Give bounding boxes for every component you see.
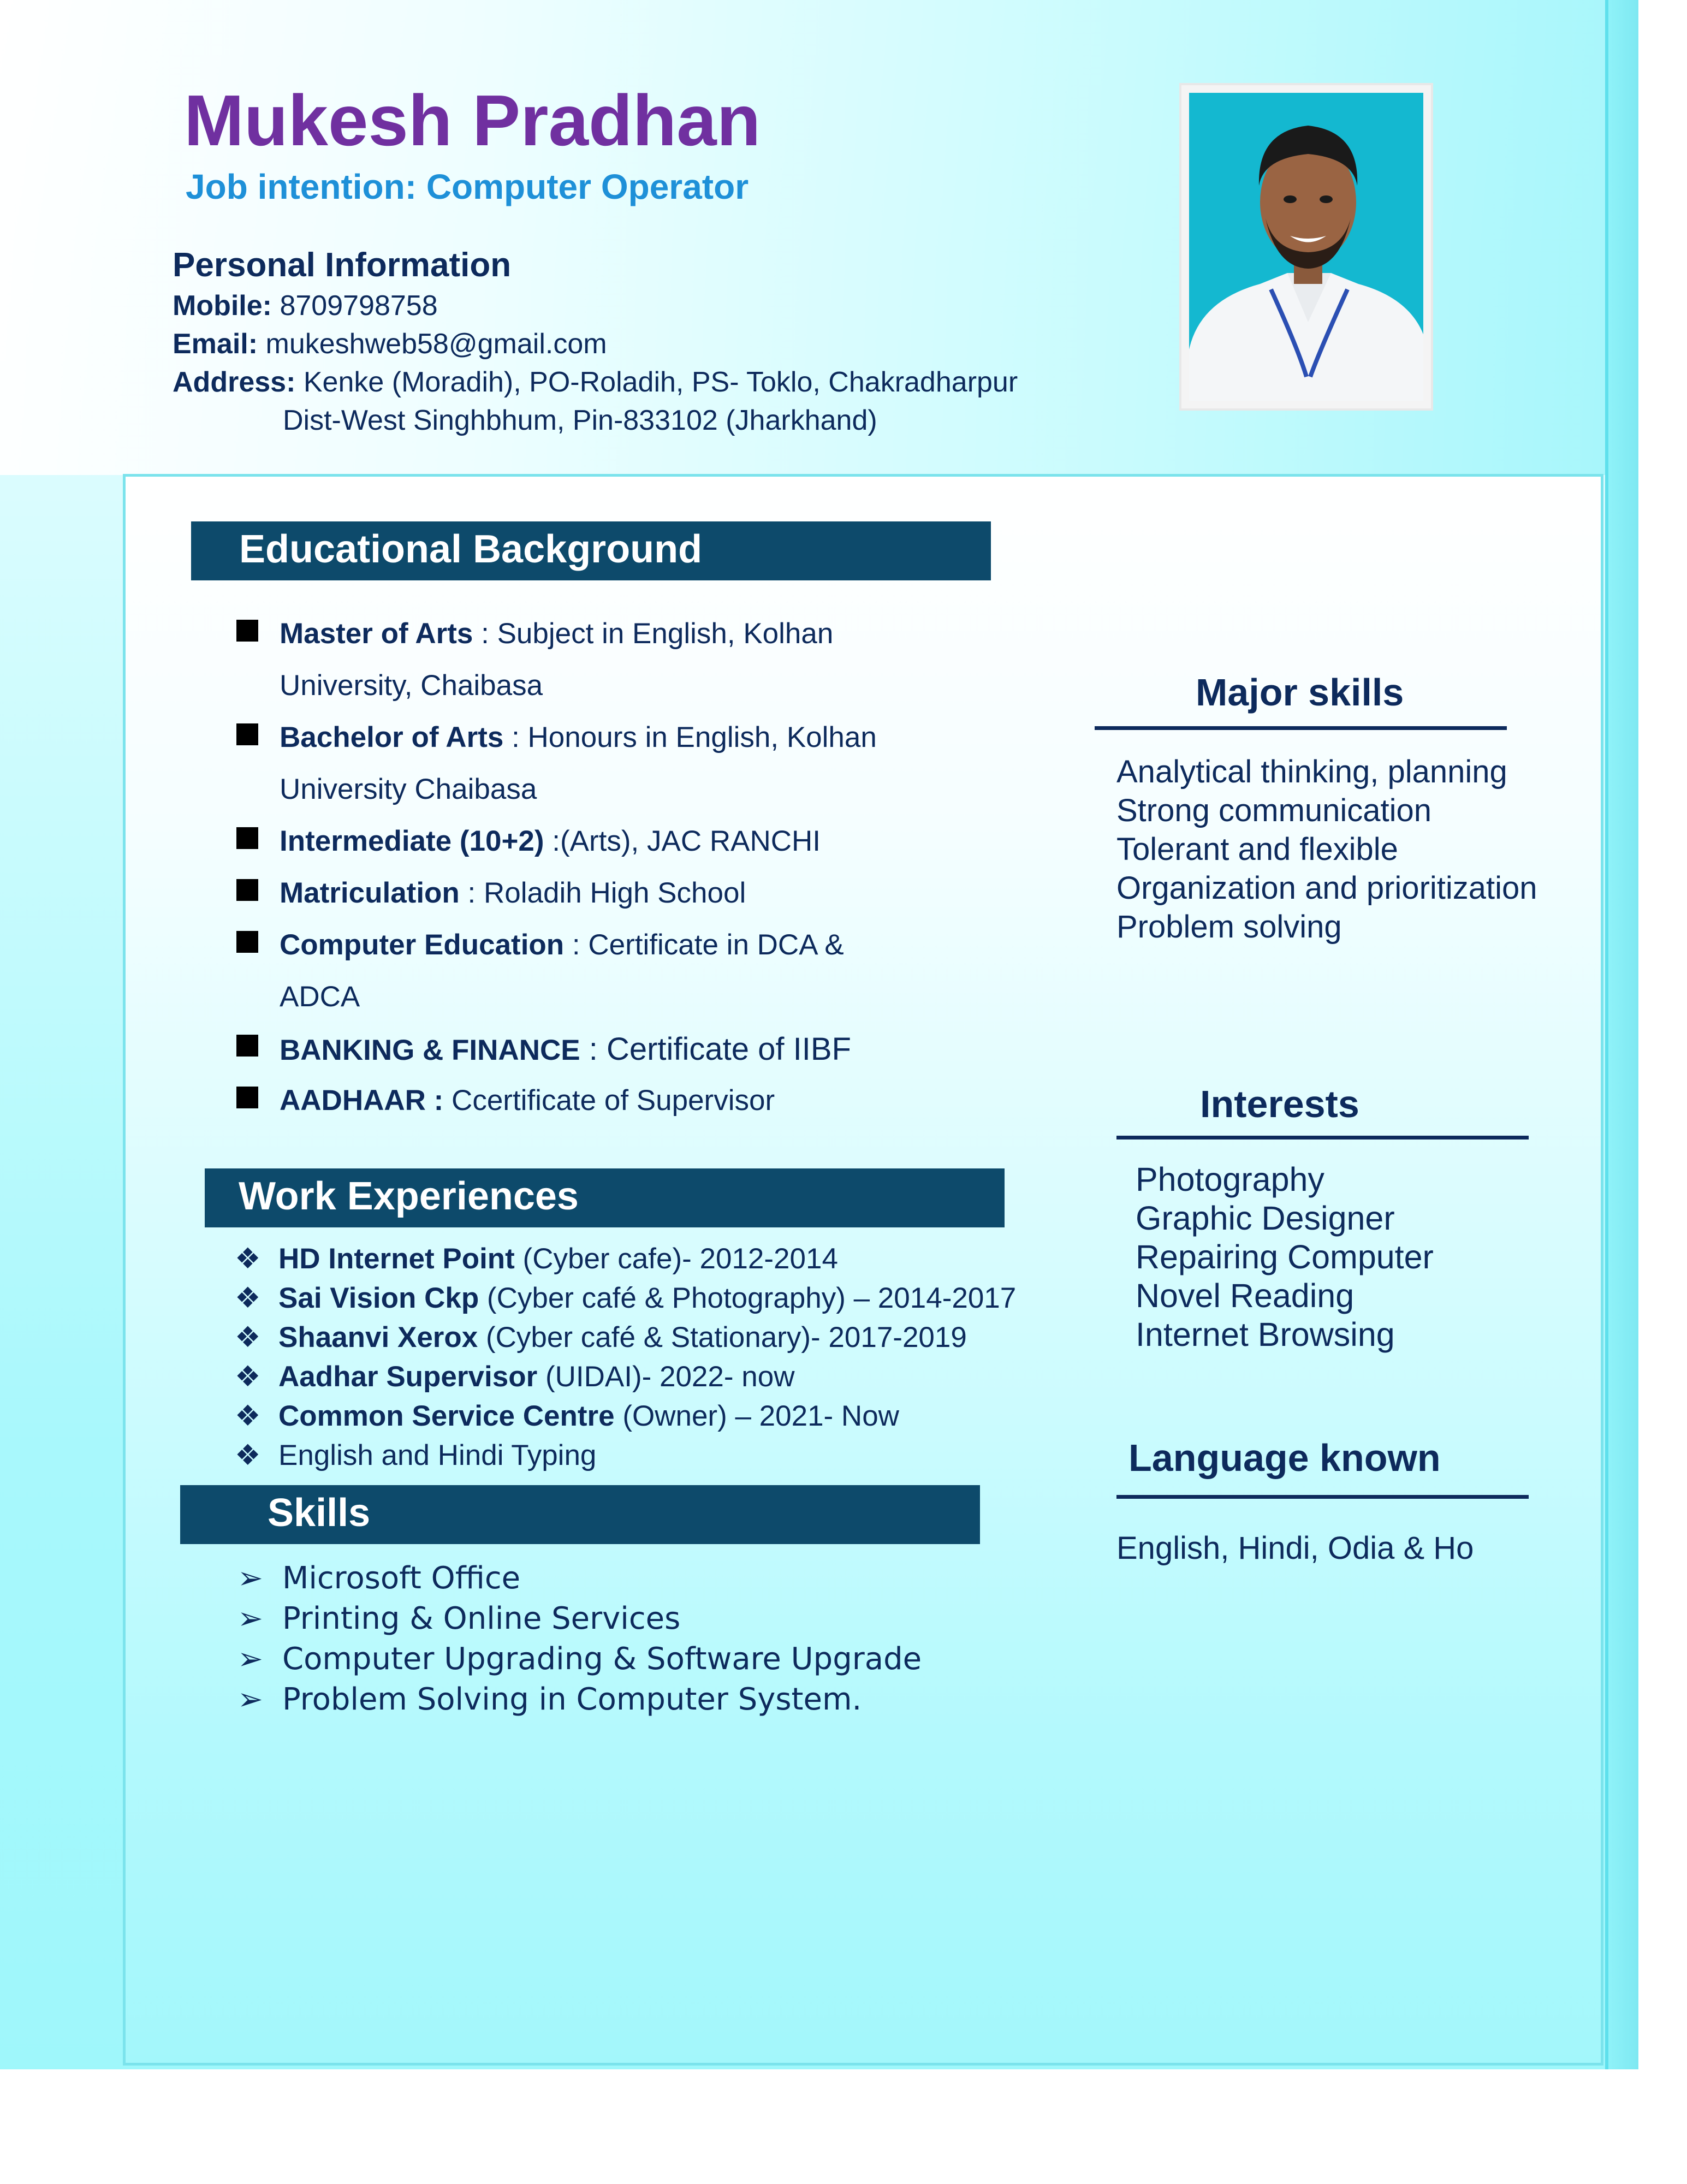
black-square-icon [236,879,258,901]
education-detail: Ccertificate of Supervisor [443,1084,775,1117]
address-line [173,366,1018,399]
interests-title: Interests [1200,1083,1359,1125]
major-skill-item: Problem solving [1116,909,1342,945]
work-detail: (Cyber cafe)- 2012-2014 [514,1243,838,1275]
work-employer: HD Internet Point [278,1243,515,1275]
work-item [235,1321,967,1354]
black-square-icon [236,827,258,849]
diamond-bullet-icon: ❖ [235,1439,261,1471]
skill-item [237,1601,680,1636]
education-degree: BANKING & FINANCE [280,1034,580,1066]
address-value-line1: Kenke (Moradih), PO-Roladih, PS- Toklo, Chakradharpur [303,366,1018,398]
education-degree: Bachelor of Arts [280,721,504,753]
diamond-bullet-icon: ❖ [235,1400,261,1432]
skills-section-header [180,1485,980,1544]
diamond-bullet-icon: ❖ [235,1243,261,1275]
major-skill-item: Strong communication [1116,793,1432,828]
education-detail: : Honours in English, Kolhan [503,721,877,753]
major-skills-rule [1095,726,1507,730]
major-skill-item: Analytical thinking, planning [1116,754,1507,790]
mobile-line [173,289,438,322]
candidate-name: Mukesh Pradhan [184,80,761,161]
work-detail: (Cyber café & Stationary)- 2017-2019 [478,1321,967,1354]
education-degree: Computer Education [280,929,565,961]
skill-text: Microsoft Office [282,1560,521,1596]
address-label: Address: [173,366,296,398]
education-detail: : Subject in English, Kolhan [473,618,834,650]
skill-item [237,1641,922,1677]
education-detail-cont: ADCA [280,981,360,1013]
education-detail: : Certificate of IIBF [580,1031,851,1067]
work-detail: English and Hindi Typing [278,1439,597,1471]
education-degree: AADHAAR : [280,1084,444,1117]
interests-rule [1116,1136,1529,1140]
interest-item: Photography [1136,1161,1324,1198]
work-section-header [205,1168,1005,1227]
work-detail: (Owner) – 2021- Now [614,1400,899,1432]
education-title: Educational Background [239,527,703,571]
arrowhead-bullet-icon: ➢ [237,1560,263,1596]
languages-title: Language known [1128,1437,1441,1479]
work-employer: Sai Vision Ckp [278,1282,479,1314]
diamond-bullet-icon: ❖ [235,1321,261,1354]
right-edge-strip [1605,0,1638,2069]
education-degree: Master of Arts [280,618,473,650]
languages-value: English, Hindi, Odia & Ho [1116,1530,1474,1566]
major-skill-item: Organization and prioritization [1116,870,1537,906]
education-detail-cont: University, Chaibasa [280,669,543,702]
languages-rule [1116,1495,1529,1499]
skill-text: Problem Solving in Computer System. [282,1682,862,1717]
education-detail: : Certificate in DCA & [564,929,844,961]
work-detail: (UIDAI)- 2022- now [537,1361,795,1393]
black-square-icon [236,620,258,642]
black-square-icon [236,723,258,745]
education-degree: Matriculation [280,877,460,909]
diamond-bullet-icon: ❖ [235,1282,261,1314]
interest-item: Novel Reading [1136,1277,1355,1314]
interest-item: Internet Browsing [1136,1316,1395,1353]
mobile-label: Mobile: [173,290,272,322]
personal-info-title: Personal Information [173,246,512,284]
major-skill-item: Tolerant and flexible [1116,832,1398,867]
diamond-bullet-icon: ❖ [235,1361,261,1393]
arrowhead-bullet-icon: ➢ [237,1601,263,1636]
profile-photo-frame [1179,83,1433,411]
work-item [235,1439,596,1472]
arrowhead-bullet-icon: ➢ [237,1682,263,1717]
profile-photo [1189,93,1423,401]
skill-item [237,1682,862,1717]
interest-item: Repairing Computer [1136,1238,1434,1275]
mobile-value: 8709798758 [280,290,438,322]
major-skills-title: Major skills [1196,671,1404,714]
black-square-icon [236,931,258,953]
work-employer: Aadhar Supervisor [278,1361,538,1393]
education-detail: : Roladih High School [459,877,746,909]
address-value-line2: Dist-West Singhbhum, Pin-833102 (Jharkhand) [283,405,877,436]
black-square-icon [236,1087,258,1108]
education-section-header [191,521,991,580]
work-item [235,1360,794,1393]
work-item [235,1242,838,1275]
work-item [235,1399,899,1433]
person-portrait-icon [1189,93,1423,401]
education-degree: Intermediate (10+2) [280,825,544,857]
work-employer: Common Service Centre [278,1400,615,1432]
skill-text: Computer Upgrading & Software Upgrade [282,1641,922,1677]
email-value: mukeshweb58@gmail.com [265,328,607,360]
work-item [235,1281,1016,1315]
work-title: Work Experiences [239,1174,579,1218]
skills-title: Skills [268,1491,371,1535]
interest-item: Graphic Designer [1136,1200,1395,1237]
work-detail: (Cyber café & Photography) – 2014-2017 [479,1282,1017,1314]
job-intention: Job intention: Computer Operator [186,167,749,206]
arrowhead-bullet-icon: ➢ [237,1641,263,1677]
education-detail: :(Arts), JAC RANCHI [544,825,821,857]
email-line [173,328,607,360]
skill-item [237,1560,520,1596]
education-detail-cont: University Chaibasa [280,773,537,805]
skill-text: Printing & Online Services [282,1601,681,1636]
email-label: Email: [173,328,258,360]
black-square-icon [236,1035,258,1057]
work-employer: Shaanvi Xerox [278,1321,478,1354]
